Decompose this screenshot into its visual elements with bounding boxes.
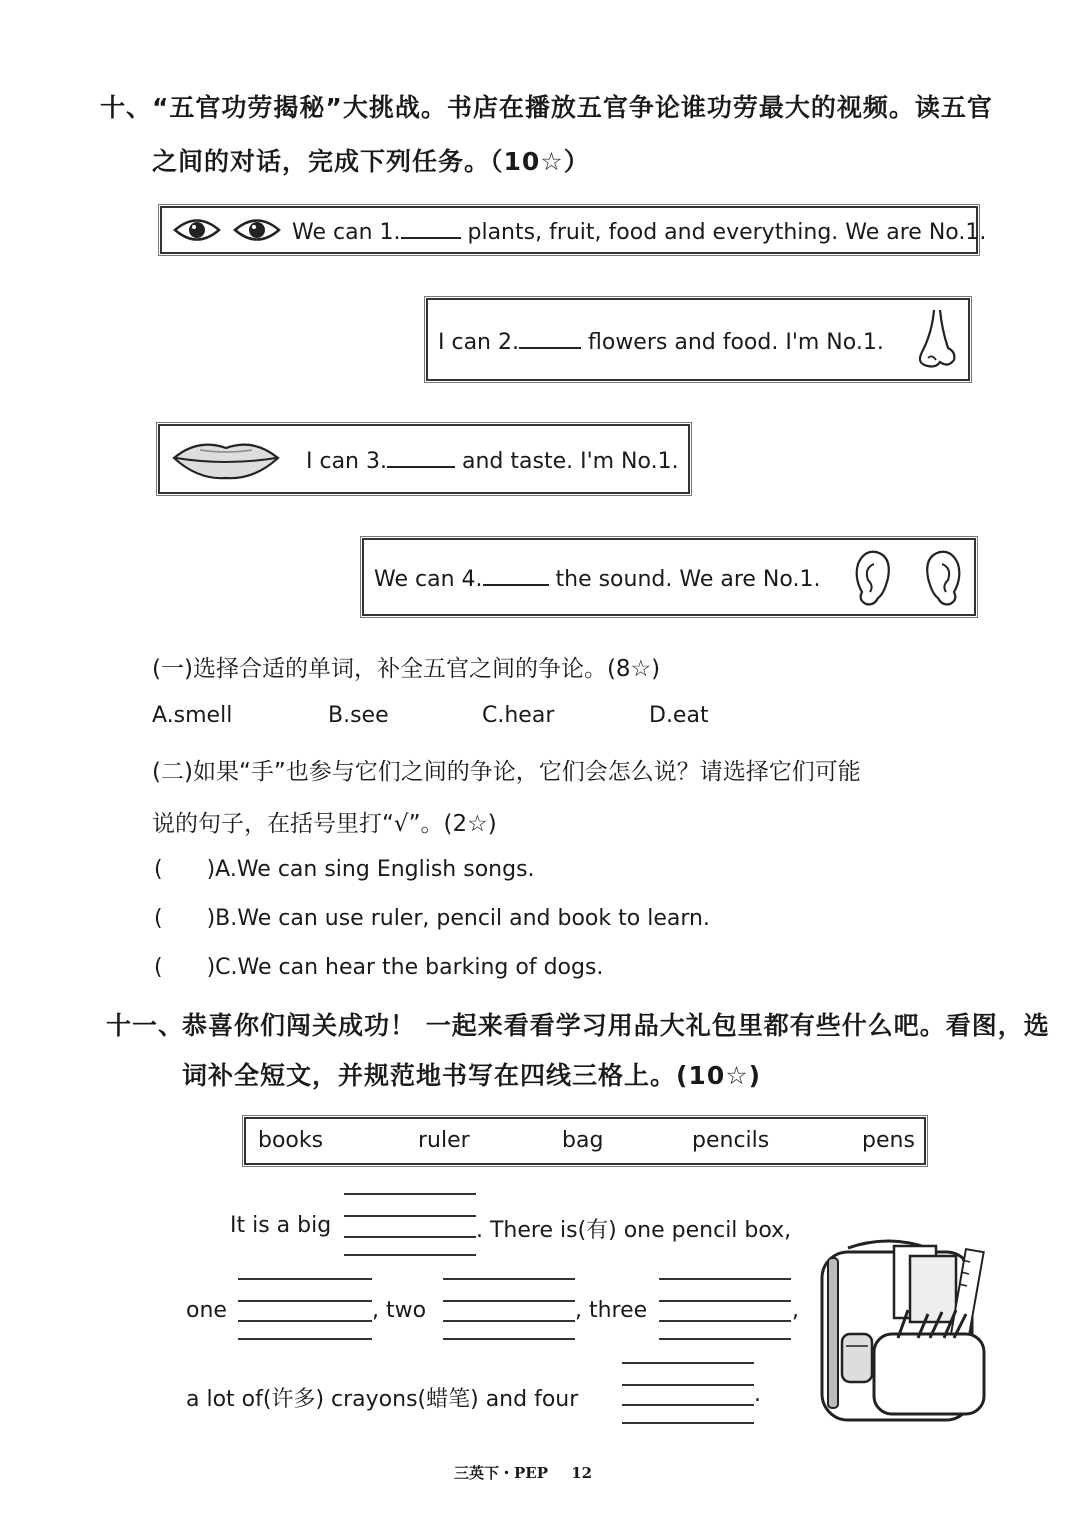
dialog-box-nose [426,298,970,381]
dialog-4-pre: We can 4. [374,567,483,592]
dialog-box-eyes [160,206,987,254]
dialog-box-ears [362,538,976,616]
choice-b-text: )B.We can use ruler, pencil and book to learn. [206,906,710,931]
word-bank [244,1117,926,1165]
page-number: 12 [571,1464,593,1482]
blank-4[interactable] [483,564,549,586]
word-ruler: ruler [418,1128,470,1153]
choice-a-bracket: ( [154,857,163,882]
word-pencils: pencils [692,1128,770,1153]
dialog-text-4 [374,564,820,592]
dialog-1-post: plants, fruit, food and everything. We are No.1. [467,220,987,245]
section-10-number: 十、 [100,93,153,122]
ear-icon [850,548,894,612]
dialog-text-1 [292,217,986,245]
passage-text-1a: It is a big [230,1213,332,1238]
backpack-icon [818,1238,992,1428]
dialog-2-pre: I can 2. [438,330,519,355]
word-books: books [258,1128,324,1153]
option-row [152,703,852,733]
passage-text-2b: , two [372,1298,427,1323]
footer-label: 三英下・PEP [454,1464,548,1482]
choice-b-bracket: ( [154,906,163,931]
passage-text-3a: a lot of(许多) crayons(蜡笔) and four [186,1387,579,1412]
passage-text-1b: . There is(有) one pencil box, [476,1218,792,1243]
choice-c[interactable] [154,955,603,980]
section-11-number: 十一、 [106,1011,185,1040]
passage-text-2c: , three [575,1298,648,1323]
choice-a[interactable] [154,857,535,882]
dialog-box-mouth [158,424,690,494]
choice-c-text: )C.We can hear the barking of dogs. [206,955,604,980]
dialog-2-post: flowers and food. I'm No.1. [588,330,884,355]
passage-text-2a: one [186,1298,227,1323]
option-c: C.hear [482,703,555,728]
blank-3[interactable] [387,446,455,468]
section-10-title-line1: “五官功劳揭秘”大挑战。书店在播放五官争论谁功劳最大的视频。读五官 [152,93,993,122]
footer [454,1462,592,1483]
part1-title: (一)选择合适的单词，补全五官之间的争论。(8☆) [152,656,661,682]
part2-title-line2: 说的句子，在括号里打“√”。(2☆) [152,811,497,837]
ear-icon [922,548,966,612]
option-d: D.eat [649,703,709,728]
dialog-1-pre: We can 1. [292,220,401,245]
dialog-4-post: the sound. We are No.1. [555,567,821,592]
passage-text-3b: . [754,1382,761,1407]
option-a: A.smell [152,703,233,728]
choice-b[interactable] [154,906,710,931]
section-11-title-line2: 词补全短文，并规范地书写在四线三格上。(10☆) [182,1061,762,1090]
dialog-text-3 [306,446,679,474]
eye-icon [172,215,222,249]
dialog-3-pre: I can 3. [306,449,387,474]
section-11-title-line1: 恭喜你们闯关成功！ 一起来看看学习用品大礼包里都有些什么吧。看图，选 [182,1011,1050,1040]
eye-icon [232,215,282,249]
mouth-icon [170,436,282,486]
part2-title-line1: (二)如果“手”也参与它们之间的争论，它们会怎么说？请选择它们可能 [152,759,861,785]
word-bag: bag [562,1128,604,1153]
section-10-title-line2: 之间的对话，完成下列任务。（10☆） [152,147,590,176]
dialog-3-post: and taste. I'm No.1. [462,449,679,474]
choice-c-bracket: ( [154,955,163,980]
dialog-text-2 [438,327,884,355]
choice-a-text: )A.We can sing English songs. [206,857,535,882]
word-pens: pens [862,1128,915,1153]
blank-1[interactable] [401,217,461,239]
option-b: B.see [328,703,389,728]
blank-2[interactable] [519,327,581,349]
passage-text-2d: , [792,1298,799,1323]
nose-icon [914,308,958,374]
